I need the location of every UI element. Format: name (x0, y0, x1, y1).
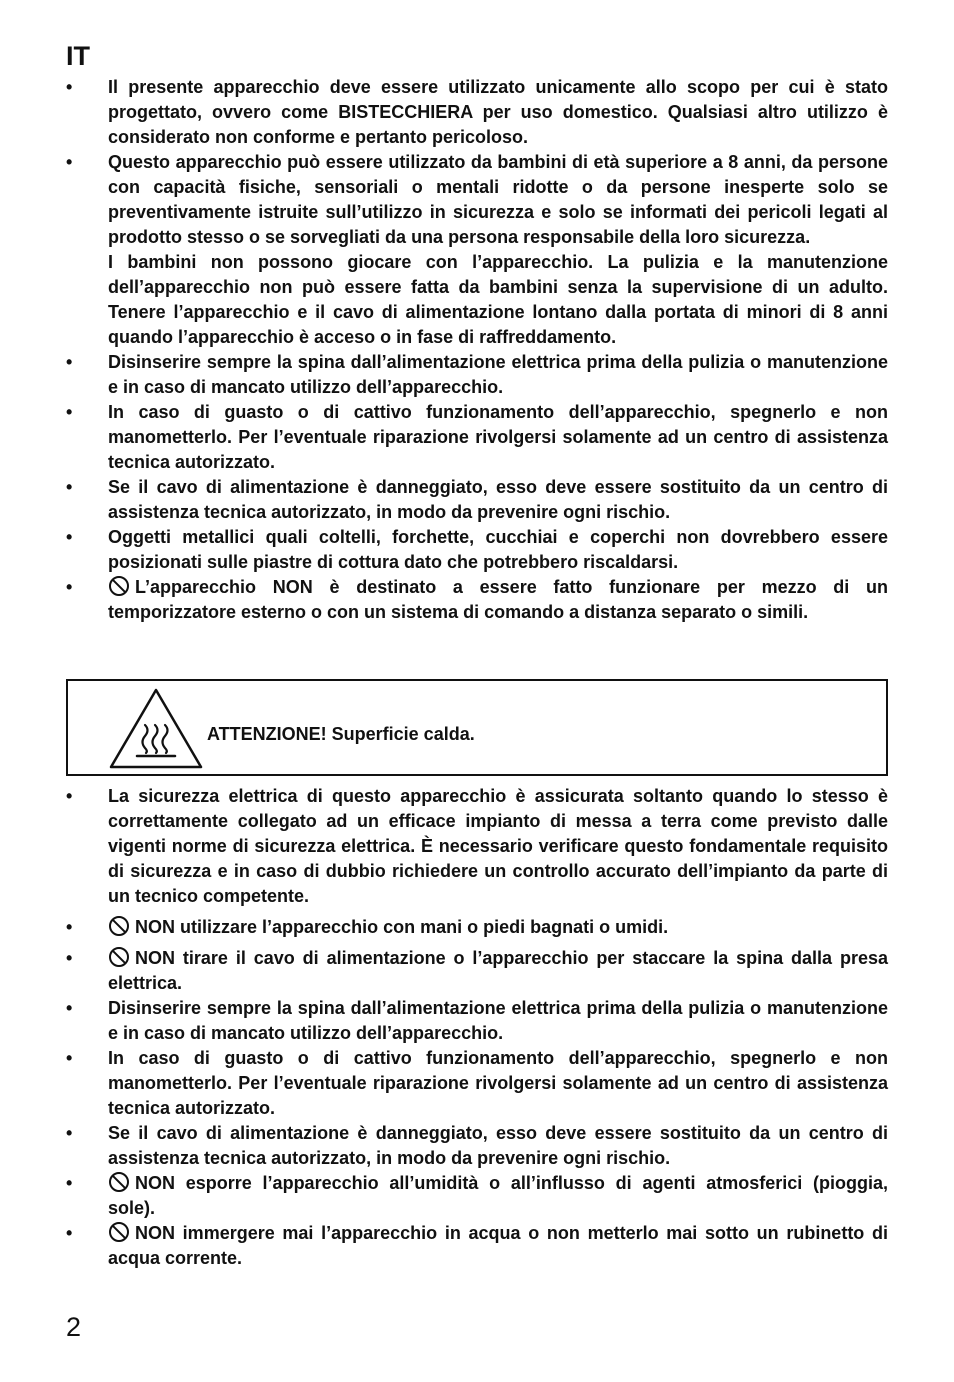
bullet-point: • (66, 527, 73, 547)
list-item (0, 996, 954, 1046)
paragraph-text: Se il cavo di alimentazione è danneggiato, esso deve essere sostituito da un centro di assistenza tecnica autorizzato, in modo da prevenire ogni rischio. (108, 1123, 888, 1168)
list-item (0, 525, 954, 575)
paragraph-text: In caso di guasto o di cattivo funzionamento dell’apparecchio, spegnerlo e non manometterlo. Per l’eventuale riparazione rivolgersi solamente ad un centro di assistenza tecnica autorizzato. (108, 1048, 888, 1118)
paragraph (108, 1046, 888, 1121)
list-item-text (108, 1046, 888, 1121)
paragraph-text: Se il cavo di alimentazione è danneggiato, esso deve essere sostituito da un centro di assistenza tecnica autorizzato, in modo da prevenire ogni rischio. (108, 477, 888, 522)
paragraph-text: NON tirare il cavo di alimentazione o l’apparecchio per staccare la spina dalla presa elettrica. (108, 948, 888, 993)
paragraph (108, 350, 888, 400)
list-item (0, 150, 954, 350)
list-item (0, 350, 954, 400)
prohibition-icon (108, 915, 130, 937)
paragraph (108, 1121, 888, 1171)
bullet-point: • (66, 152, 73, 172)
list-item (0, 784, 954, 909)
hot-surface-warning-box (66, 679, 888, 776)
paragraph (108, 1221, 888, 1271)
list-item (0, 475, 954, 525)
list-item (0, 75, 954, 150)
language-code: IT (66, 41, 90, 71)
list-item-text (108, 784, 888, 909)
bullet-point: • (66, 402, 73, 422)
prohibition-icon (108, 946, 130, 968)
paragraph-text: L’apparecchio NON è destinato a essere fatto funzionare per mezzo di un temporizzatore esterno o con un sistema di comando a distanza separato o simili. (108, 577, 888, 622)
list-item-text (108, 525, 888, 575)
list-item-text (108, 996, 888, 1046)
paragraph (108, 250, 888, 350)
list-item-text (108, 575, 888, 625)
bullet-point: • (66, 786, 73, 806)
paragraph (108, 75, 888, 150)
paragraph (108, 915, 888, 940)
list-item (0, 1171, 954, 1221)
paragraph-text: Disinserire sempre la spina dall’alimentazione elettrica prima della pulizia o manutenzione e in caso di mancato utilizzo dell’apparecchio. (108, 998, 888, 1043)
list-item (0, 946, 954, 996)
safety-list-one (0, 75, 954, 625)
list-item-text (108, 75, 888, 150)
bullet-point: • (66, 1173, 73, 1193)
list-item-text (108, 946, 888, 996)
paragraph-text: NON immergere mai l’apparecchio in acqua o non metterlo mai sotto un rubinetto di acqua corrente. (108, 1223, 888, 1268)
list-item (0, 915, 954, 940)
list-item (0, 1121, 954, 1171)
prohibition-icon (108, 1221, 130, 1243)
paragraph (108, 946, 888, 996)
page-number: 2 (66, 1312, 82, 1342)
prohibition-icon (108, 1171, 130, 1193)
paragraph (108, 996, 888, 1046)
paragraph (108, 784, 888, 909)
bullet-point: • (66, 1223, 73, 1243)
paragraph-text: Oggetti metallici quali coltelli, forchette, cucchiai e coperchi non dovrebbero essere posizionati sulle piastre di cottura dato che potrebbero riscaldarsi. (108, 527, 888, 572)
warning-text: ATTENZIONE! Superficie calda. (207, 724, 475, 744)
paragraph-text: In caso di guasto o di cattivo funzionamento dell’apparecchio, spegnerlo e non manometterlo. Per l’eventuale riparazione rivolgersi solamente ad un centro di assistenza tecnica autorizzato. (108, 402, 888, 472)
paragraph-text: Disinserire sempre la spina dall’alimentazione elettrica prima della pulizia o manutenzione e in caso di mancato utilizzo dell’apparecchio. (108, 352, 888, 397)
list-item (0, 1221, 954, 1271)
list-item-text (108, 400, 888, 475)
paragraph-text: Questo apparecchio può essere utilizzato da bambini di età superiore a 8 anni, da persone con capacità fisiche, sensoriali o mentali ridotte o da persone inesperte solo se preventivamente istruite sull’utilizzo in sicurezza e solo se informati dei pericoli legati al prodotto stesso o se sorvegliati da una persona responsabile della loro sicurezza. (108, 152, 888, 247)
bullet-point: • (66, 352, 73, 372)
list-item-text (108, 475, 888, 525)
bullet-point: • (66, 917, 73, 937)
list-item-text (108, 1121, 888, 1171)
paragraph (108, 575, 888, 625)
paragraph (108, 400, 888, 475)
list-item-text (108, 1171, 888, 1221)
bullet-point: • (66, 948, 73, 968)
safety-list-two (0, 784, 954, 1271)
paragraph (108, 475, 888, 525)
hot-surface-warning-icon (108, 687, 204, 771)
list-item-text (108, 350, 888, 400)
list-item-text (108, 1221, 888, 1271)
list-item-text (108, 915, 888, 940)
paragraph-text: La sicurezza elettrica di questo apparecchio è assicurata soltanto quando lo stesso è correttamente collegato ad un efficace impianto di messa a terra come previsto dalle vigenti norme di sicurezza elettrica. È necessario verificare questo fondamentale requisito di sicurezza e in caso di dubbio richiedere un controllo accurato dell’impianto da parte di un tecnico competente. (108, 786, 888, 906)
paragraph (108, 1171, 888, 1221)
bullet-point: • (66, 1048, 73, 1068)
list-item (0, 1046, 954, 1121)
paragraph (108, 150, 888, 250)
paragraph-text: I bambini non possono giocare con l’apparecchio. La pulizia e la manutenzione dell’apparecchio non può essere fatta da bambini senza la supervisione di un adulto. Tenere l’apparecchio e il cavo di alimentazione lontano dalla portata di minori di 8 anni quando l’apparecchio è acceso o in fase di raffreddamento. (108, 252, 888, 347)
bullet-point: • (66, 77, 73, 97)
list-item-text (108, 150, 888, 350)
bullet-point: • (66, 1123, 73, 1143)
list-item (0, 400, 954, 475)
bullet-point: • (66, 477, 73, 497)
bullet-point: • (66, 998, 73, 1018)
paragraph (108, 525, 888, 575)
list-item (0, 575, 954, 625)
paragraph-text: NON utilizzare l’apparecchio con mani o piedi bagnati o umidi. (135, 917, 669, 937)
paragraph-text: NON esporre l’apparecchio all’umidità o all’influsso di agenti atmosferici (pioggia, sole). (108, 1173, 888, 1218)
paragraph-text: Il presente apparecchio deve essere utilizzato unicamente allo scopo per cui è stato progettato, ovvero come BISTECCHIERA per uso domestico. Qualsiasi altro utilizzo è considerato non conforme e pertanto pericoloso. (108, 77, 888, 147)
prohibition-icon (108, 575, 130, 597)
bullet-point: • (66, 577, 73, 597)
